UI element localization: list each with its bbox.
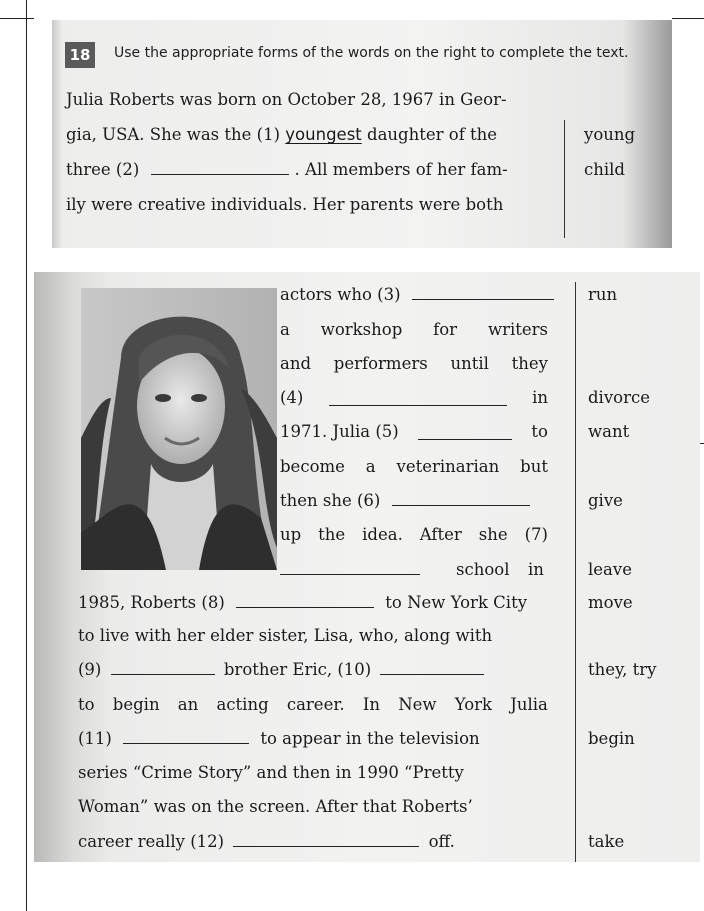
text-line: career really (12) off. <box>78 832 455 851</box>
cue-word: begin <box>588 729 635 748</box>
cue-word: give <box>588 491 623 510</box>
text-line: become a veterinarian but <box>280 457 548 476</box>
blank-3[interactable] <box>412 285 554 300</box>
text-line: Woman” was on the screen. After that Roberts’ <box>78 797 473 816</box>
top-rule-right <box>672 18 704 19</box>
text-line: and performers until they <box>280 354 548 373</box>
text-line: Julia Roberts was born on October 28, 1967 in Geor- <box>66 90 507 109</box>
portrait-image <box>81 288 277 570</box>
cue-word: child <box>584 160 625 179</box>
text-line: ily were creative individuals. Her parents were both <box>66 195 504 214</box>
text-line: to begin an acting career. In New York Julia <box>78 695 548 714</box>
cue-word: want <box>588 422 630 441</box>
blank-5[interactable] <box>418 425 512 440</box>
cue-word: divorce <box>588 388 650 407</box>
cue-word: move <box>588 593 633 612</box>
cue-word: run <box>588 285 618 304</box>
cue-word: young <box>584 125 636 144</box>
page-margin-line <box>26 0 27 911</box>
text-line: 1971. Julia (5) to <box>280 422 548 441</box>
text-line: 1985, Roberts (8) to New York City <box>78 593 528 612</box>
exercise-number-badge: 18 <box>65 42 95 68</box>
cue-divider <box>564 120 565 238</box>
answer-1: youngest <box>285 125 362 144</box>
blank-11[interactable] <box>123 729 249 744</box>
portrait-photo <box>81 288 277 570</box>
top-rule-left <box>0 18 34 19</box>
text-line: school in <box>280 560 548 579</box>
text-line: gia, USA. She was the (1) youngest daughter of the <box>66 125 498 144</box>
blank-2[interactable] <box>151 160 289 175</box>
text-line: (9) brother Eric, (10) <box>78 660 484 679</box>
text-line: up the idea. After she (7) <box>280 525 548 544</box>
text-line: a workshop for writers <box>280 320 548 339</box>
cue-divider <box>575 282 576 862</box>
scan-top <box>52 20 672 248</box>
text-line: actors who (3) <box>280 285 554 304</box>
blank-4[interactable] <box>329 391 507 406</box>
cue-word: take <box>588 832 625 851</box>
text-line: then she (6) <box>280 491 530 510</box>
scan-bottom <box>34 272 700 862</box>
text-line: to live with her elder sister, Lisa, who, along with <box>78 626 493 645</box>
blank-6[interactable] <box>392 491 530 506</box>
blank-8[interactable] <box>236 593 374 608</box>
text-line: three (2) . All members of her fam- <box>66 160 508 179</box>
blank-12[interactable] <box>233 832 419 847</box>
blank-10[interactable] <box>380 660 484 675</box>
blank-7[interactable] <box>280 560 420 575</box>
cue-word: they, try <box>588 660 657 679</box>
cue-word: leave <box>588 560 632 579</box>
text-line: series “Crime Story” and then in 1990 “Pretty <box>78 763 464 782</box>
blank-9[interactable] <box>111 660 215 675</box>
text-line: (4) in <box>280 388 548 407</box>
exercise-instruction: Use the appropriate forms of the words on the right to complete the text. <box>114 45 629 61</box>
text-line: (11) to appear in the television <box>78 729 480 748</box>
